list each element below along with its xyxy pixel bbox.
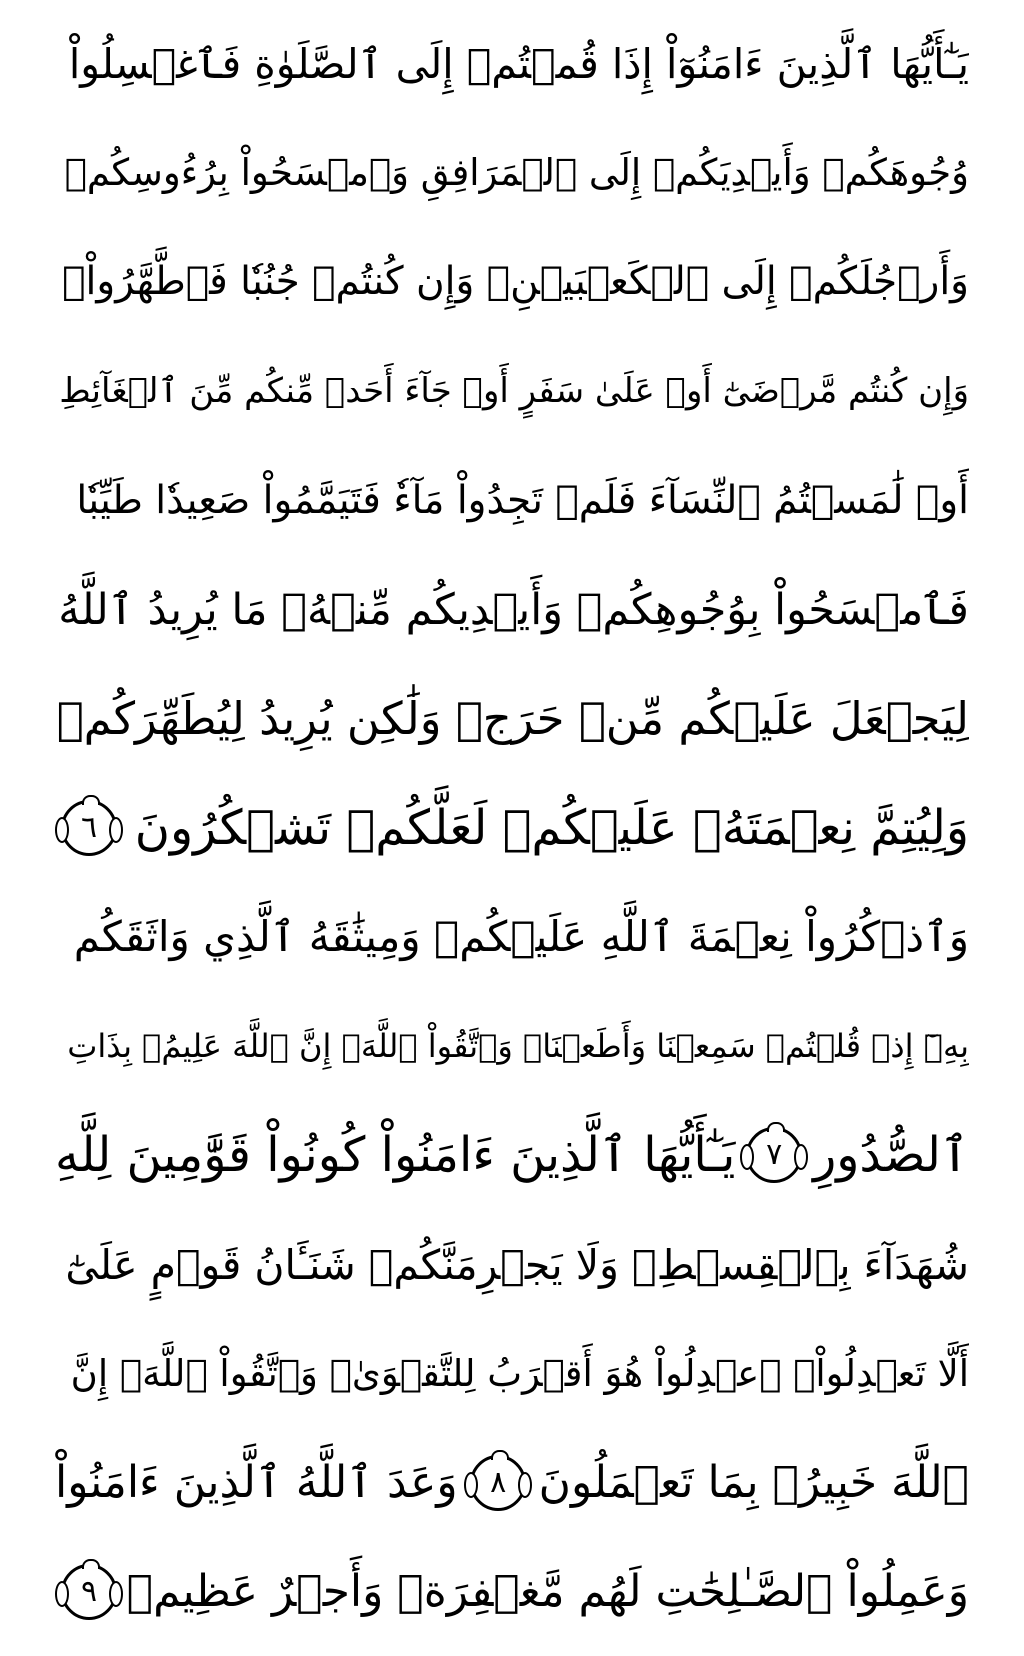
line-text: شُهَدَآءَ بِٱلۡقِسۡطِۖ وَلَا يَجۡرِمَنَّكُمۡ شَنَـَٔانُ قَوۡمٍ عَلَىٰٓ	[65, 1240, 969, 1289]
verse-line	[55, 891, 969, 983]
verse-line	[55, 1109, 969, 1201]
ayah-number: ٦	[80, 809, 98, 845]
ayah-number-marker	[470, 1455, 526, 1511]
line-text: بِهِۦٓ إِذۡ قُلۡتُمۡ سَمِعۡنَا وَأَطَعۡنَاۖ وَٱتَّقُواْ ٱللَّهَۚ إِنَّ ٱللَّهَ عَلِيمُۢ بِذَاتِ	[67, 1027, 969, 1066]
verse-line	[55, 455, 969, 547]
verse-line	[55, 1219, 969, 1311]
marker-ornament-icon	[82, 1559, 100, 1569]
line-text: وَعَمِلُواْ ٱلصَّـٰلِحَٰتِ لَهُم مَّغۡفِرَةٞ وَأَجۡرٌ عَظِيمٞ	[126, 1565, 969, 1617]
line-text: ٱللَّهَ خَبِيرُۢ بِمَا تَعۡمَلُونَ	[538, 1456, 969, 1508]
marker-ornament-icon	[82, 795, 100, 805]
ayah-number: ٩	[80, 1573, 98, 1609]
ayah-number-marker	[61, 1564, 117, 1620]
verse-line	[55, 1000, 969, 1092]
line-text: وَعَدَ ٱللَّهُ ٱلَّذِينَ ءَامَنُواْ	[55, 1456, 458, 1508]
line-text: يَـٰٓأَيُّهَا ٱلَّذِينَ ءَامَنُوٓاْ إِذَا قُمۡتُمۡ إِلَى ٱلصَّلَوٰةِ فَٱغۡسِلُواْ	[68, 40, 969, 88]
ayah-number: ٨	[490, 1464, 507, 1500]
verse-line	[55, 1328, 969, 1420]
line-text: فَٱمۡسَحُواْ بِوُجُوهِكُمۡ وَأَيۡدِيكُم مِّنۡهُۚ مَا يُرِيدُ ٱللَّهُ	[58, 584, 969, 635]
verse-line	[55, 673, 969, 765]
line-text: أَوۡ لَٰمَسۡتُمُ ٱلنِّسَآءَ فَلَمۡ تَجِدُواْ مَآءٗ فَتَيَمَّمُواْ صَعِيدٗا طَيِّبٗا	[76, 477, 969, 523]
verse-line	[55, 236, 969, 328]
ayah-number-marker	[61, 800, 117, 856]
verse-line	[55, 1546, 969, 1638]
verse-line	[55, 127, 969, 219]
verse-line	[55, 564, 969, 656]
line-text: وُجُوهَكُمۡ وَأَيۡدِيَكُمۡ إِلَى ٱلۡمَرَافِقِ وَٱمۡسَحُواْ بِرُءُوسِكُمۡ	[64, 151, 969, 195]
line-text: وَأَرۡجُلَكُمۡ إِلَى ٱلۡكَعۡبَيۡنِۚ وَإِن كُنتُمۡ جُنُبٗا فَٱطَّهَّرُواْۚ	[62, 259, 969, 305]
line-text: وَلِيُتِمَّ نِعۡمَتَهُۥ عَلَيۡكُمۡ لَعَلَّكُمۡ تَشۡكُرُونَ	[134, 799, 969, 856]
marker-ornament-icon	[491, 1450, 509, 1460]
line-text: وَإِن كُنتُم مَّرۡضَىٰٓ أَوۡ عَلَىٰ سَفَرٍ أَوۡ جَآءَ أَحَدٞ مِّنكُم مِّنَ ٱلۡغَآئِطِ	[59, 371, 969, 412]
marker-ornament-icon	[767, 1122, 785, 1132]
line-text: ٱلصُّدُورِ	[813, 1127, 969, 1184]
line-text: يَـٰٓأَيُّهَا ٱلَّذِينَ ءَامَنُواْ كُونُواْ قَوَّٰمِينَ لِلَّهِ	[55, 1127, 736, 1184]
ayah-number: ٧	[766, 1137, 783, 1173]
line-text: وَٱذۡكُرُواْ نِعۡمَةَ ٱللَّهِ عَلَيۡكُمۡ وَمِيثَٰقَهُ ٱلَّذِي وَاثَقَكُم	[73, 912, 969, 962]
ayah-number-marker	[746, 1127, 802, 1183]
verse-line	[55, 18, 969, 110]
verse-line	[55, 1437, 969, 1529]
verse-lines	[55, 18, 969, 1638]
verse-line	[55, 345, 969, 437]
line-text: أَلَّا تَعۡدِلُواْۚ ٱعۡدِلُواْ هُوَ أَقۡرَبُ لِلتَّقۡوَىٰۖ وَٱتَّقُواْ ٱللَّهَۚ إِنَّ	[70, 1351, 969, 1395]
verse-line	[55, 782, 969, 874]
line-text: لِيَجۡعَلَ عَلَيۡكُم مِّنۡ حَرَجٖ وَلَٰكِن يُرِيدُ لِيُطَهِّرَكُمۡ	[56, 691, 969, 745]
